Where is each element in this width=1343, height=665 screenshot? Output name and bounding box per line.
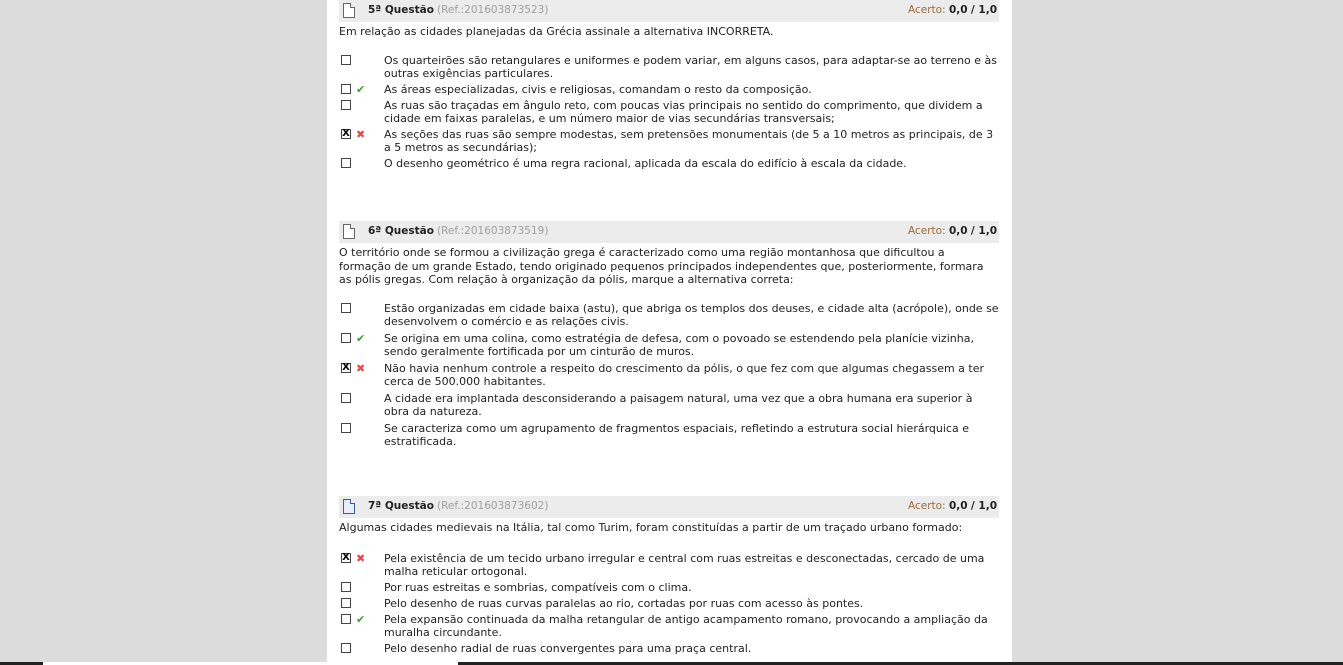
question-header — [339, 496, 999, 518]
alternative-text: Os quarteirões são retangulares e uniformes e podem variar, em alguns casos, para adaptar-se ao terreno e às outras exigências particulares. — [384, 53, 998, 80]
check-icon: ✔ — [356, 331, 366, 345]
alternative-text: A cidade era implantada desconsiderando a paisagem natural, uma vez que a obra humana era superior à obra da natureza. — [384, 391, 973, 418]
question-header — [339, 221, 999, 243]
exam-page — [327, 0, 1012, 665]
answer-checkbox[interactable] — [341, 423, 351, 433]
alternative-text: As ruas são traçadas em ângulo reto, com poucas vias principais no sentido do comprimento, que dividem a cidade em faixas paralelas, e um número maior de vias secundárias transversais; — [384, 98, 983, 125]
alternative-text: Não havia nenhum controle a respeito do crescimento da pólis, o que fez com que algumas chegassem a ter cerca de 500.000 habitantes. — [384, 361, 985, 388]
answer-checkbox[interactable] — [341, 393, 351, 403]
alternative-d — [339, 392, 999, 418]
alternative-d — [339, 128, 999, 154]
alternative-text: Pela expansão continuada da malha retangular de antigo acampamento romano, provocando a ampliação da muralha circundante. — [384, 612, 988, 639]
question-5 — [339, 0, 999, 170]
alternative-text: O desenho geométrico é uma regra racional, aplicada da escala do edifício à escala da cidade. — [384, 156, 907, 170]
alternative-b — [339, 332, 999, 358]
alternative-text: Se caracteriza como um agrupamento de fragmentos espaciais, refletindo a estrutura social hierárquica e estratificada. — [384, 421, 969, 448]
answer-checkbox[interactable] — [341, 643, 351, 653]
check-icon: ✔ — [356, 82, 366, 96]
alternative-b — [339, 83, 999, 96]
alternative-text: Pela existência de um tecido urbano irregular e central com ruas estreitas e desconectadas, cercado de uma malha reticular ortogonal. — [384, 551, 985, 578]
alternative-text: Por ruas estreitas e sombrias, compatíveis com o clima. — [384, 580, 692, 594]
cross-icon: ✖ — [356, 551, 366, 565]
alternative-text: Estão organizadas em cidade baixa (astu), que abriga os templos dos deuses, e cidade alta (acrópole), onde se desenvolvem o comércio e as relações civis. — [384, 301, 999, 328]
answer-checkbox[interactable]: X — [342, 361, 350, 373]
document-icon — [343, 3, 355, 18]
answer-checkbox[interactable] — [341, 55, 351, 65]
question-ref: (Ref.:201603873523) — [436, 4, 549, 16]
answer-checkbox[interactable] — [341, 582, 351, 592]
question-7 — [339, 496, 999, 655]
alternative-a — [339, 552, 999, 578]
alternative-text: Pelo desenho radial de ruas convergentes para uma praça central. — [384, 641, 752, 655]
answer-checkbox[interactable] — [341, 598, 351, 608]
cross-icon: ✖ — [356, 127, 366, 141]
question-score: Acerto: 0,0 / 1,0 — [907, 500, 997, 512]
alternative-d — [339, 613, 999, 639]
question-stem: O território onde se formou a civilização grega é caracterizado como uma região montanhosa que dificultou a formação de um grande Estado, tendo originado pequenos principados independentes que, posteriormente, formara as pólis gregas. Com relação à organização da pólis, marque a alternativa correta: — [339, 246, 984, 286]
question-title: 5ª Questão (Ref.:201603873523) — [368, 4, 549, 16]
check-icon: ✔ — [356, 612, 366, 626]
question-title: 7ª Questão (Ref.:201603873602) — [368, 500, 549, 512]
alternative-a — [339, 54, 999, 80]
answer-checkbox[interactable]: X — [342, 551, 350, 563]
cross-icon: ✖ — [356, 361, 366, 375]
answer-checkbox[interactable] — [341, 158, 351, 168]
alternative-text: Se origina em uma colina, como estratégia de defesa, com o povoado se estendendo pela planície vizinha, sendo geralmente fortificada por um cinturão de muros. — [384, 331, 974, 358]
alternative-text: As seções das ruas são sempre modestas, sem pretensões monumentais (de 5 a 10 metros as principais, de 3 a 5 metros as secundárias); — [384, 127, 994, 154]
alternative-e — [339, 642, 999, 655]
alternative-a — [339, 302, 999, 328]
alternative-e — [339, 157, 999, 170]
alternative-c — [339, 597, 999, 610]
answer-checkbox[interactable]: X — [342, 127, 350, 139]
question-header — [339, 0, 999, 22]
answer-checkbox[interactable] — [341, 333, 351, 343]
question-stem: Em relação as cidades planejadas da Grécia assinale a alternativa INCORRETA. — [339, 25, 774, 38]
question-score: Acerto: 0,0 / 1,0 — [907, 4, 997, 16]
alternative-text: Pelo desenho de ruas curvas paralelas ao rio, cortadas por ruas com acesso às pontes. — [384, 596, 864, 610]
question-ref: (Ref.:201603873602) — [436, 500, 549, 512]
question-title: 6ª Questão (Ref.:201603873519) — [368, 225, 549, 237]
question-score: Acerto: 0,0 / 1,0 — [907, 225, 997, 237]
answer-checkbox[interactable] — [341, 303, 351, 313]
alternative-c — [339, 362, 999, 388]
alternative-text: As áreas especializadas, civis e religiosas, comandam o resto da composição. — [384, 82, 812, 96]
answer-checkbox[interactable] — [341, 614, 351, 624]
question-ref: (Ref.:201603873519) — [436, 225, 549, 237]
question-6 — [339, 221, 999, 448]
answer-checkbox[interactable] — [341, 100, 351, 110]
alternative-e — [339, 422, 999, 448]
question-stem: Algumas cidades medievais na Itália, tal como Turim, foram constituídas a partir de um traçado urbano formado: — [339, 521, 963, 534]
alternative-b — [339, 581, 999, 594]
alternative-c — [339, 99, 999, 125]
answer-checkbox[interactable] — [341, 84, 351, 94]
document-icon — [343, 224, 355, 239]
document-icon — [343, 499, 355, 514]
